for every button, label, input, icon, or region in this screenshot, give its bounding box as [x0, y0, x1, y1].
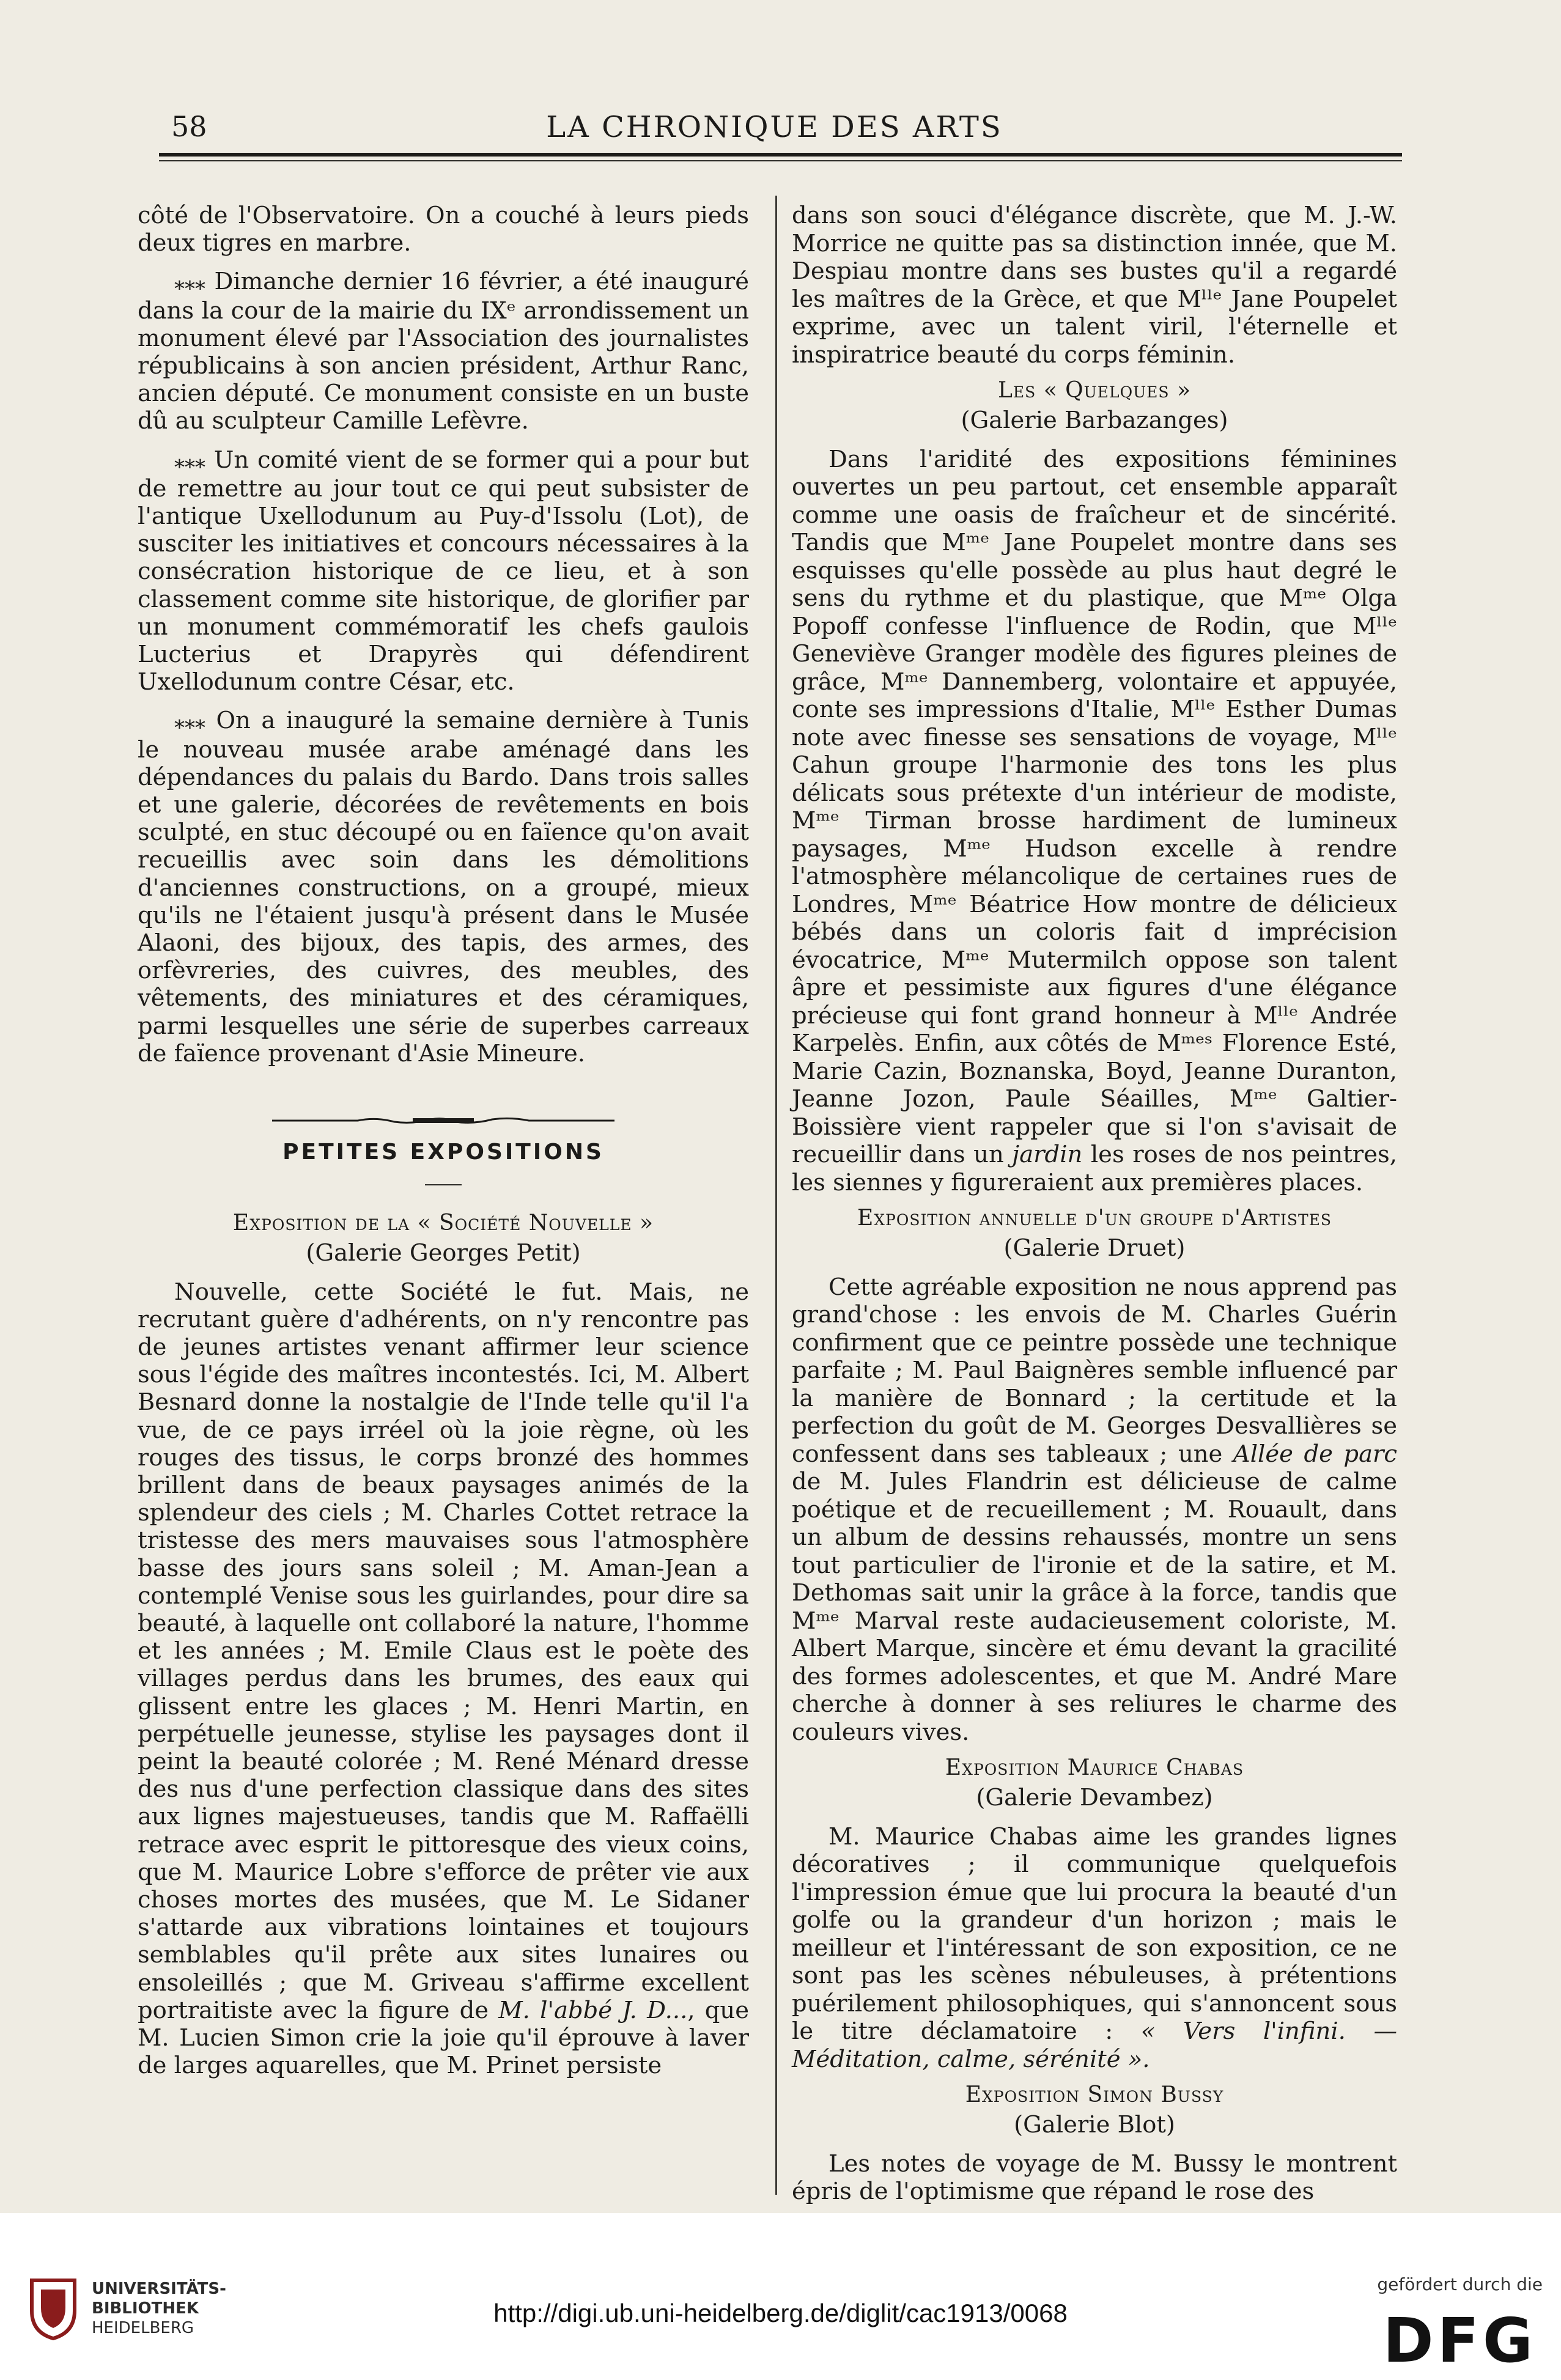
column-divider — [775, 196, 777, 2195]
digitization-footer — [0, 2213, 1561, 2380]
artwork-title: M. l'abbé J. D... — [498, 1996, 688, 2024]
short-rule — [425, 1184, 462, 1185]
page-header — [135, 92, 1414, 165]
paragraph-text: Dans l'aridité des expositions féminines ouvertes un peu partout, cet ensemble apparaît comme une oasis de fraîcheur et de sincérité. Tandis que Mᵐᵉ Jane Poupelet montre dans ses esquisses qu'elle possède au plus haut degré le sens du rythme et du plastique, que Mᵐᵉ Olga Popoff confesse l'influence de Rodin, que Mˡˡᵉ Geneviève Granger modèle des figures pleines de grâce, Mᵐᵉ Dannemberg, volontaire et appuyée, conte ses impressions d'Italie, Mˡˡᵉ Esther Dumas note avec finesse ses sensations de voyage, Mˡˡᵉ Cahun groupe l'harmonie des tons les plus délicats sous prétexte d'un intérieur de modiste, Mᵐᵉ Tirman brosse hardiment de lumineux paysages, Mᵐᵉ Hudson excelle à rendre l'atmosphère mélancolique de certaines rues de Londres, Mᵐᵉ Béatrice How montre de délicieux bébés dans un coloris fait d imprécision évocatrice, Mᵐᵉ Mutermilch oppose son talent âpre et pessimiste aux figures d'une élégance précieuse qui font grand honneur à Mˡˡᵉ Andrée Karpelès. Enfin, aux côtés de Mᵐᵉˢ Florence Esté, Marie Cazin, Boznanska, Boyd, Jeanne Duranton, Jeanne Jozon, Paule Séailles, Mᵐᵉ Galtier-Boissière vient rappeler que si l'on s'avisait de recueillir dans un — [792, 445, 1397, 1168]
paragraph-text: Dimanche dernier 16 février, a été inauguré dans la cour de la mairie du IXᵉ arrondissement un monument élevé par l'Association des journalistes républicains à son ancien président, Arthur Ranc, ancien député. Ce monument consiste en un buste dû au sculpteur Camille Lefèvre. — [138, 268, 749, 435]
exhibition-gallery: (Galerie Druet) — [1003, 1234, 1186, 1262]
left-column — [138, 202, 749, 2079]
paragraph — [792, 1823, 1397, 2074]
paragraph — [792, 446, 1397, 1197]
asterism-icon: ⁎⁎⁎ — [174, 448, 205, 473]
asterism-icon: ⁎⁎⁎ — [174, 709, 205, 734]
paragraph-text: On a inauguré la semaine dernière à Tunis le nouveau musée arabe aménagé dans les dépendances du palais du Bardo. Dans trois salles et une galerie, décorées de revêtements en bois sculpté, en stuc découpé ou en faïence qu'on avait recueillis avec soin dans les démolitions d'anciennes constructions, on a groupé, mieux qu'ils ne l'étaient jusqu'à présent dans le Musée Alaoni, des bijoux, des tapis, des armes, des orfèvreries, des cuivres, des meubles, des vêtements, des miniatures et des céramiques, parmi lesquelles une série de superbes carreaux de faïence provenant d'Asie Mineure. — [138, 707, 749, 1067]
ornament-rule-icon — [138, 1104, 749, 1114]
exhibition-gallery: (Galerie Barbazanges) — [961, 407, 1228, 434]
paragraph: Les notes de voyage de M. Bussy le montrent épris de l'optimisme que répand le rose des — [792, 2150, 1397, 2205]
artwork-title: jardin — [1012, 1141, 1083, 1168]
paragraph: dans son souci d'élégance discrète, que M. J.-W. Morrice ne quitte pas sa distinction innée, que M. Despiau montre dans ses bustes qu'il a regardé les maîtres de la Grèce, et que Mˡˡᵉ Jane Poupelet exprime, avec un talent viril, l'éternelle et inspiratrice beauté du corps féminin. — [792, 202, 1397, 369]
paragraph-text: de M. Jules Flandrin est délicieuse de calme poétique et de recueillement ; M. Rouault, dans un album de dessins rehaussés, montre un sens tout particulier de l'ironie et de la satire, et M. Dethomas sait unir la grâce à la force, tandis que Mᵐᵉ Marval reste audacieusement coloriste, M. Albert Marque, sincère et ému devant la gracilité des formes adolescentes, et que M. André Mare cherche à donner à ses reliures le charme des couleurs vives. — [792, 1468, 1397, 1746]
header-rule — [159, 153, 1402, 157]
artwork-title: « Vers l'infini. — Méditation, calme, sérénité ». — [792, 2017, 1397, 2073]
institution-line: HEIDELBERG — [92, 2319, 194, 2337]
paragraph-text: Nouvelle, cette Société le fut. Mais, ne recrutant guère d'adhérents, on n'y rencontre pas de jeunes artistes venant affirmer leur science sous l'égide des maîtres incontestés. Ici, M. Albert Besnard donne la nostalgie de l'Inde telle qu'il l'a vue, de ce pays irréel où la joie règne, où les rouges des tissus, le corps bronzé des hommes brillent dans de beaux paysages animés de la splendeur des ciels ; M. Charles Cottet retrace la tristesse des mers mauvaises sous l'atmosphère basse des jours sans soleil ; M. Aman-Jean a contemplé Venise sous les guirlandes, pour dire sa beauté, à laquelle ont collaboré la nature, l'homme et les années ; M. Emile Claus est le poète des villages perdus dans les brumes, des eaux qui glissent entre les glaces ; M. Henri Martin, en perpétuelle jeunesse, stylise les paysages dont il peint la beauté colorée ; M. René Ménard dresse des nus d'une perfection classique dans des sites aux lignes majestueuses, tandis que M. Raffaëlli retrace avec esprit le pittoresque des vieux coins, que M. Maurice Lobre s'efforce de prêter vie aux choses mortes des musées, que M. Le Sidaner s'attarde aux vibrations lointaines et toujours semblables qu'il prête aux sites lunaires ou ensoleillés ; que M. Griveau s'affirme excellent portraitiste avec la figure de — [138, 1278, 749, 2024]
paragraph — [138, 268, 749, 435]
paragraph-text: M. Maurice Chabas aime les grandes lignes décoratives ; il communique quelquefois l'impression émue que lui procura la beauté d'un golfe ou la grandeur d'un horizon ; mais le meilleur et l'intéressant de son exposition, ce ne sont pas les scènes nébuleuses, à prétentions puérilement philosophiques, qui s'annoncent sous le titre déclamatoire : — [792, 1822, 1397, 2045]
exhibition-title: Les « Quelques » — [997, 378, 1192, 403]
institution-line: BIBLIOTHEK — [92, 2299, 199, 2318]
paragraph — [138, 707, 749, 1067]
section-title: PETITES EXPOSITIONS — [282, 1140, 604, 1165]
exhibition-title: Exposition de la « Société Nouvelle » — [232, 1210, 654, 1236]
header-rule-thin — [159, 160, 1402, 161]
exhibition-gallery: (Galerie Devambez) — [976, 1784, 1213, 1811]
paragraph: côté de l'Observatoire. On a couché à leurs pieds deux tigres en marbre. — [138, 202, 749, 257]
paragraph — [792, 1273, 1397, 1747]
right-column — [792, 202, 1397, 2206]
paragraph-text: Cette agréable exposition ne nous apprend pas grand'chose : les envois de M. Charles Guérin confirment que ce peintre possède une technique parfaite ; M. Paul Baignères semble influencé par la manière de Bonnard ; la certitude et la perfection du goût de M. Georges Desvallières se confessent dans ses tableaux ; une — [792, 1273, 1397, 1468]
institution-line: UNIVERSITÄTS- — [92, 2280, 226, 2298]
exhibition-gallery: (Galerie Georges Petit) — [306, 1239, 581, 1267]
paragraph — [138, 446, 749, 696]
sponsor-label: gefördert durch die — [1377, 2274, 1543, 2294]
paragraph-text: Un comité vient de se former qui a pour but de remettre au jour tout ce qui peut subsister de l'antique Uxellodunum au Puy-d'Issolu (Lot), de susciter les initiatives et concours nécessaires à la consécration historique de ce lieu, et à son classement comme site historique, de glorifier par un monument commémoratif les chefs gaulois Lucterius et Drapyrès qui défendirent Uxellodunum contre César, etc. — [138, 446, 749, 696]
permalink[interactable]: http://digi.ub.uni-heidelberg.de/diglit/cac1913/0068 — [493, 2299, 1068, 2327]
exhibition-title: Exposition Simon Bussy — [965, 2082, 1224, 2107]
artwork-title: Allée de parc — [1233, 1440, 1397, 1468]
dfg-logo: DFG — [1382, 2305, 1537, 2376]
asterism-icon: ⁎⁎⁎ — [174, 270, 205, 295]
paragraph — [138, 1278, 749, 2080]
exhibition-gallery: (Galerie Blot) — [1014, 2111, 1175, 2139]
exhibition-title: Exposition Maurice Chabas — [945, 1755, 1244, 1780]
paragraph-text: , que M. Lucien Simon crie la joie qu'il éprouve à laver de larges aquarelles, que M. Prinet persiste — [138, 1996, 749, 2080]
exhibition-title: Exposition annuelle d'un groupe d'Artistes — [857, 1206, 1332, 1231]
paragraph-text: les roses de nos peintres, les siennes y figureraient aux premières places. — [792, 1141, 1397, 1196]
running-title: LA CHRONIQUE DES ARTS — [546, 110, 1003, 144]
page-number: 58 — [171, 110, 207, 143]
